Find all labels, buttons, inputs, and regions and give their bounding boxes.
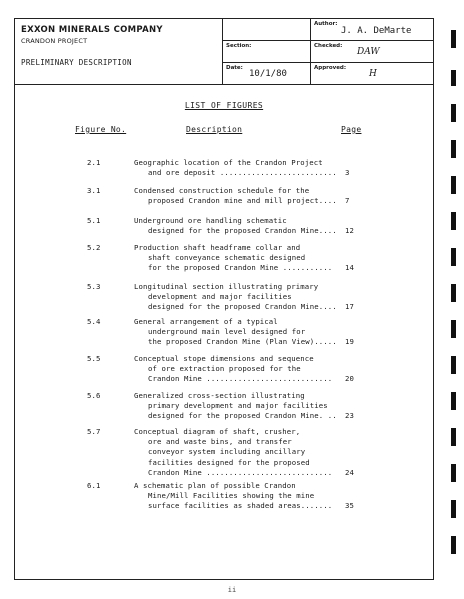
figure-number: 6.1: [87, 481, 101, 490]
figure-description-line: surface facilities as shaded areas.......: [148, 501, 333, 511]
figure-page-number: 14: [345, 263, 354, 273]
column-header-description: Description: [186, 125, 243, 134]
figure-description-line: ore and waste bins, and transfer: [148, 437, 292, 447]
figure-description-line: A schematic plan of possible Crandon: [134, 481, 296, 490]
figure-description-line: Mine/Mill Facilities showing the mine: [148, 491, 315, 501]
date-cell: [223, 63, 310, 85]
checked-signature: DAW: [357, 47, 380, 57]
figure-description-line: Conceptual diagram of shaft, crusher,: [134, 427, 301, 436]
figure-page-number: 12: [345, 226, 354, 236]
binding-mark: [451, 536, 456, 554]
figure-description-line: proposed Crandon mine and mill project....: [148, 196, 337, 206]
section-date-column: [223, 19, 311, 85]
date-label: Date:: [226, 65, 243, 71]
list-title: LIST OF FIGURES: [184, 101, 264, 110]
figure-description: [134, 186, 374, 206]
figure-description-line: designed for the proposed Crandon Mine. ..: [148, 411, 337, 421]
figure-description-line: and ore deposit ..........................: [148, 168, 337, 178]
document-description: PRELIMINARY DESCRIPTION: [21, 58, 132, 67]
binding-mark: [451, 70, 456, 86]
figure-description-line: Condensed construction schedule for the: [134, 186, 310, 195]
binding-mark: [451, 176, 456, 194]
figure-description-line: Conceptual stope dimensions and sequence: [134, 354, 314, 363]
binding-mark: [451, 104, 456, 122]
figure-description-line: facilities designed for the proposed: [148, 457, 310, 467]
author-approval-column: [311, 19, 433, 85]
author-value: J. A. DeMarte: [341, 26, 412, 36]
author-cell: [311, 19, 433, 41]
column-header-page: Page: [341, 125, 362, 134]
figure-description-line: Generalized cross-section illustrating: [134, 391, 305, 400]
figure-page-number: 3: [345, 168, 350, 178]
binding-mark: [451, 428, 456, 446]
binding-mark: [451, 464, 456, 482]
checked-label: Checked:: [314, 43, 343, 49]
binding-mark: [451, 392, 456, 410]
figure-description: [134, 317, 374, 348]
section-label: Section:: [226, 43, 252, 49]
figure-number: 5.3: [87, 282, 101, 291]
approved-cell: [311, 63, 433, 85]
figure-description-line: Geographic location of the Crandon Project: [134, 158, 323, 167]
binding-mark: [451, 320, 456, 338]
figure-description: [134, 427, 374, 478]
approved-signature: H: [369, 69, 377, 79]
figure-description-line: General arrangement of a typical: [134, 317, 278, 326]
figure-description-line: Production shaft headframe collar and: [134, 243, 301, 252]
figure-description: [134, 282, 374, 313]
figure-number: 5.5: [87, 354, 101, 363]
binding-mark: [451, 248, 456, 266]
date-value: 10/1/80: [249, 69, 287, 79]
figure-number: 2.1: [87, 158, 101, 167]
title-block-left: [15, 19, 223, 85]
figure-description-line: designed for the proposed Crandon Mine....: [148, 302, 337, 312]
figure-description-line: Crandon Mine ............................: [148, 374, 333, 384]
figure-description-line: conveyor system including ancillary: [148, 447, 306, 457]
checked-cell: [311, 41, 433, 63]
figure-description-line: Crandon Mine ............................: [148, 467, 333, 477]
binding-mark: [451, 140, 456, 158]
company-name: EXXON MINERALS COMPANY: [21, 25, 163, 35]
author-label: Author:: [314, 21, 338, 27]
title-block-right: [223, 19, 433, 85]
approved-label: Approved:: [314, 65, 347, 71]
figure-number: 3.1: [87, 186, 101, 195]
column-header-figure: Figure No.: [75, 125, 127, 134]
figure-page-number: 7: [345, 196, 350, 206]
figure-description: [134, 481, 374, 512]
section-cell: [223, 41, 310, 63]
figure-page-number: 24: [345, 467, 354, 477]
figure-number: 5.7: [87, 427, 101, 436]
figure-description: [134, 158, 374, 178]
figure-description-line: underground main level designed for: [148, 327, 306, 337]
figure-number: 5.4: [87, 317, 101, 326]
figure-description: [134, 243, 374, 274]
page-number: ii: [227, 586, 237, 594]
figure-description-line: designed for the proposed Crandon Mine....: [148, 226, 337, 236]
figure-page-number: 20: [345, 374, 354, 384]
blank-cell: [223, 19, 310, 41]
binding-mark: [451, 212, 456, 230]
binding-mark: [451, 30, 456, 48]
figure-description-line: Longitudinal section illustrating primary: [134, 282, 319, 291]
binding-mark: [451, 356, 456, 374]
figure-number: 5.2: [87, 243, 101, 252]
figure-number: 5.6: [87, 391, 101, 400]
figure-description-line: of ore extraction proposed for the: [148, 364, 301, 374]
figure-description: [134, 354, 374, 385]
figure-description-line: Underground ore handling schematic: [134, 216, 287, 225]
binding-mark: [451, 500, 456, 518]
figure-description: [134, 216, 374, 236]
figure-page-number: 23: [345, 411, 354, 421]
figure-description-line: for the proposed Crandon Mine ...........: [148, 263, 333, 273]
figure-description: [134, 391, 374, 422]
document-frame: [14, 18, 434, 580]
figure-page-number: 17: [345, 302, 354, 312]
figure-number: 5.1: [87, 216, 101, 225]
figure-page-number: 19: [345, 337, 354, 347]
title-block: [15, 19, 433, 85]
figure-description-line: primary development and major facilities: [148, 401, 328, 411]
figure-description-line: shaft conveyance schematic designed: [148, 253, 306, 263]
figure-description-line: the proposed Crandon Mine (Plan View).....: [148, 337, 337, 347]
figure-page-number: 35: [345, 501, 354, 511]
figure-description-line: development and major facilities: [148, 292, 292, 302]
binding-mark: [451, 284, 456, 302]
project-name: CRANDON PROJECT: [21, 37, 88, 45]
